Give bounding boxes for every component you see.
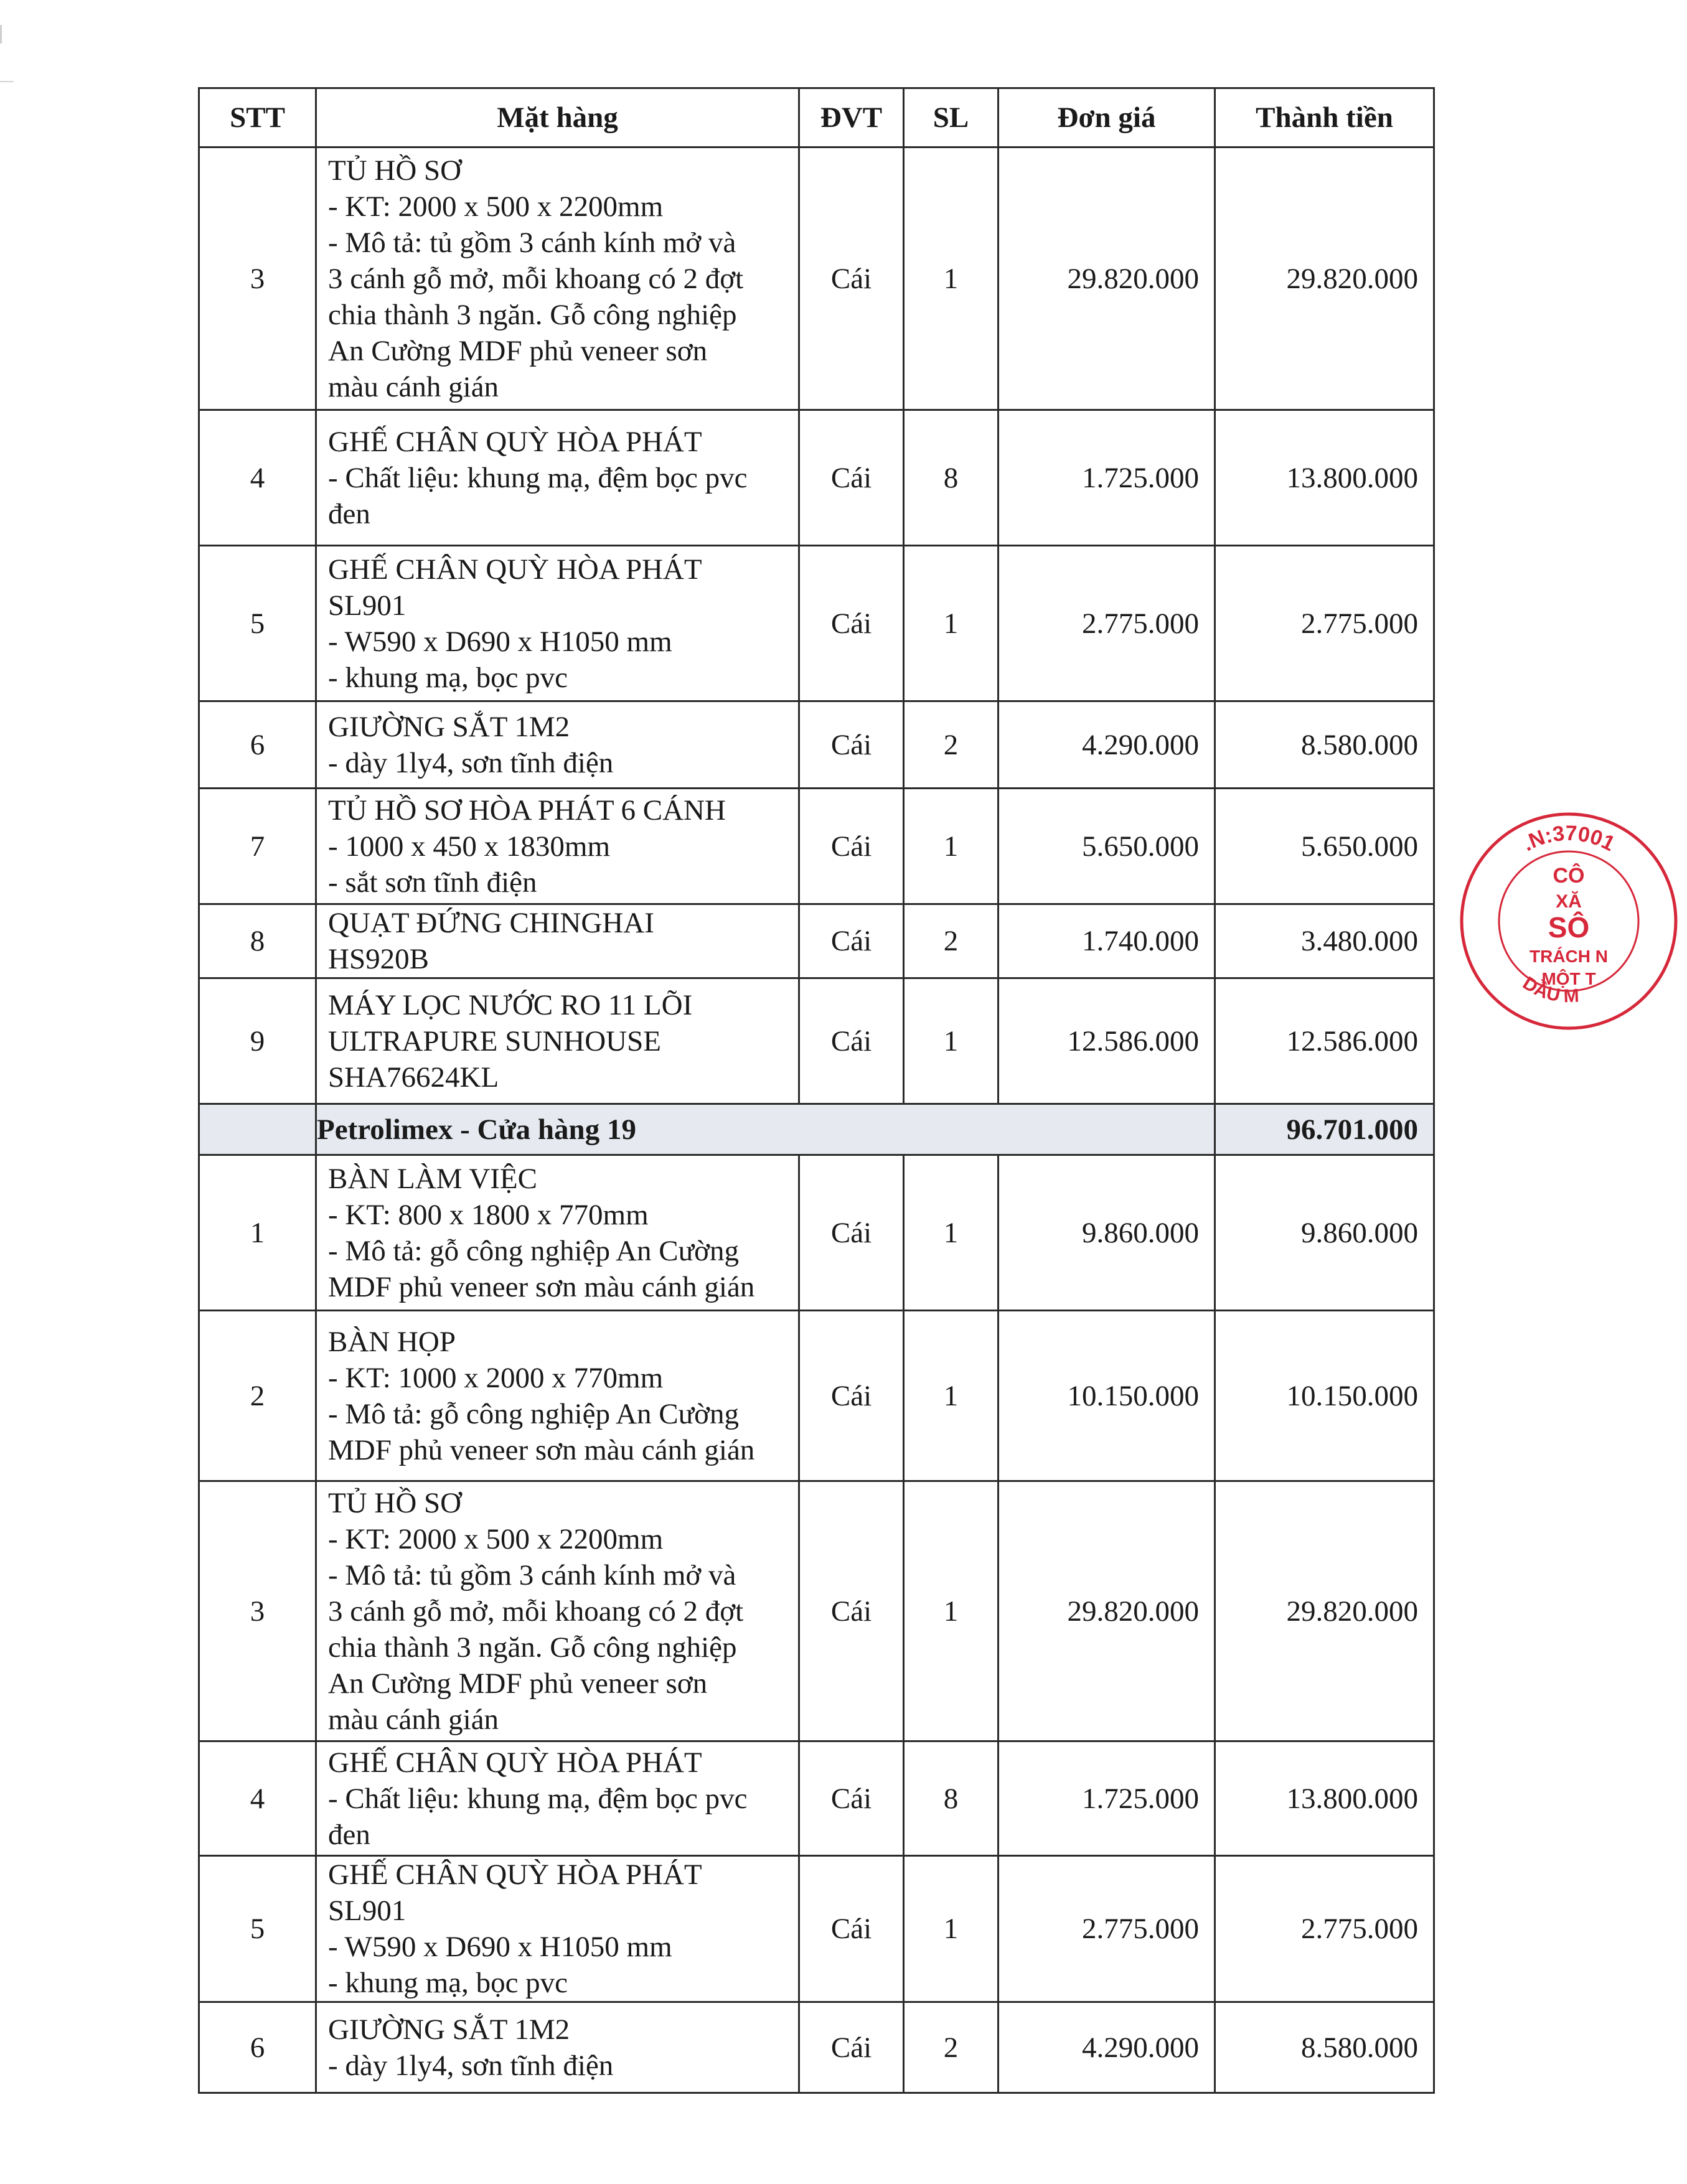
description-line: GHẾ CHÂN QUỲ HÒA PHÁT xyxy=(328,553,702,586)
row-total: 5.650.000 xyxy=(1215,789,1434,904)
stamp-line-5: MỘT T xyxy=(1541,969,1596,988)
description-line: 3 cánh gỗ mở, mỗi khoang có 2 đợt xyxy=(328,262,744,295)
row-unit-price: 9.860.000 xyxy=(999,1155,1215,1311)
table-row xyxy=(199,546,1434,701)
description-line: - KT: 800 x 1800 x 770mm xyxy=(328,1198,649,1231)
row-total: 2.775.000 xyxy=(1215,1856,1434,2002)
description-line: ULTRAPURE SUNHOUSE xyxy=(328,1024,661,1057)
scan-edge-mark xyxy=(0,25,11,44)
table-row xyxy=(199,978,1434,1104)
description-line: GHẾ CHÂN QUỲ HÒA PHÁT xyxy=(328,1858,702,1891)
description-line: SL901 xyxy=(328,589,406,622)
row-qty: 1 xyxy=(904,978,999,1104)
row-description xyxy=(316,1741,799,1856)
table-row xyxy=(199,410,1434,546)
row-unit-price: 12.586.000 xyxy=(999,978,1215,1104)
group-name: Petrolimex - Cửa hàng 19 xyxy=(316,1104,1215,1155)
row-unit: Cái xyxy=(799,1481,904,1741)
row-qty: 1 xyxy=(904,148,999,410)
table-row xyxy=(199,1856,1434,2002)
table-row xyxy=(199,148,1434,410)
table-row xyxy=(199,2002,1434,2093)
description-line: đen xyxy=(328,1818,370,1851)
description-line: GHẾ CHÂN QUỲ HÒA PHÁT xyxy=(328,425,702,458)
row-total: 13.800.000 xyxy=(1215,410,1434,546)
description-line: - dày 1ly4, sơn tĩnh điện xyxy=(328,746,614,779)
row-description xyxy=(316,978,799,1104)
group-subtotal-row xyxy=(199,1104,1434,1155)
row-unit: Cái xyxy=(799,1741,904,1856)
description-line: - Mô tả: tủ gồm 3 cánh kính mở và xyxy=(328,1558,736,1591)
row-qty: 1 xyxy=(904,1481,999,1741)
items-table xyxy=(198,87,1435,2094)
description-line: đen xyxy=(328,497,370,530)
row-stt: 4 xyxy=(199,410,316,546)
row-unit-price: 1.740.000 xyxy=(999,904,1215,978)
header-unit: ĐVT xyxy=(799,88,904,148)
description-line: - KT: 1000 x 2000 x 770mm xyxy=(328,1361,664,1394)
description-line: - W590 x D690 x H1050 mm xyxy=(328,1931,672,1963)
description-line: - KT: 2000 x 500 x 2200mm xyxy=(328,1522,664,1555)
row-qty: 1 xyxy=(904,1311,999,1481)
description-line: QUẠT ĐỨNG CHINGHAI xyxy=(328,907,654,939)
row-description xyxy=(316,789,799,904)
row-stt: 7 xyxy=(199,789,316,904)
description-line: - W590 x D690 x H1050 mm xyxy=(328,625,672,658)
header-stt: STT xyxy=(199,88,316,148)
description-line: TỦ HỒ SƠ xyxy=(328,1486,462,1519)
row-unit-price: 29.820.000 xyxy=(999,1481,1215,1741)
row-qty: 8 xyxy=(904,1741,999,1856)
description-line: MDF phủ veneer sơn màu cánh gián xyxy=(328,1270,755,1303)
row-unit: Cái xyxy=(799,1311,904,1481)
description-line: TỦ HỒ SƠ xyxy=(328,154,462,187)
table-row xyxy=(199,1155,1434,1311)
row-stt: 5 xyxy=(199,546,316,701)
row-unit: Cái xyxy=(799,978,904,1104)
description-line: - Chất liệu: khung mạ, đệm bọc pvc xyxy=(328,461,748,494)
description-line: SL901 xyxy=(328,1895,406,1927)
stamp-line-2: XĂ xyxy=(1556,891,1582,912)
description-line: An Cường MDF phủ veneer sơn xyxy=(328,1667,708,1700)
row-unit: Cái xyxy=(799,148,904,410)
row-unit-price: 4.290.000 xyxy=(999,701,1215,789)
row-unit-price: 1.725.000 xyxy=(999,410,1215,546)
row-unit-price: 4.290.000 xyxy=(999,2002,1215,2093)
description-line: - khung mạ, bọc pvc xyxy=(328,1967,568,1999)
scan-edge-dash xyxy=(0,81,14,82)
row-unit-price: 5.650.000 xyxy=(999,789,1215,904)
row-total: 29.820.000 xyxy=(1215,148,1434,410)
row-qty: 2 xyxy=(904,701,999,789)
row-stt: 6 xyxy=(199,701,316,789)
row-stt: 8 xyxy=(199,904,316,978)
row-description xyxy=(316,701,799,789)
description-line: chia thành 3 ngăn. Gỗ công nghiệp xyxy=(328,298,737,331)
stamp-line-3: SÔ xyxy=(1548,911,1590,944)
description-line: An Cường MDF phủ veneer sơn xyxy=(328,334,708,367)
table-row xyxy=(199,1311,1434,1481)
row-unit-price: 2.775.000 xyxy=(999,1856,1215,2002)
row-stt: 2 xyxy=(199,1311,316,1481)
row-total: 8.580.000 xyxy=(1215,2002,1434,2093)
description-line: BÀN LÀM VIỆC xyxy=(328,1162,537,1195)
header-qty: SL xyxy=(904,88,999,148)
row-description xyxy=(316,1155,799,1311)
row-description xyxy=(316,2002,799,2093)
row-unit: Cái xyxy=(799,789,904,904)
row-unit-price: 10.150.000 xyxy=(999,1311,1215,1481)
row-total: 10.150.000 xyxy=(1215,1311,1434,1481)
row-unit: Cái xyxy=(799,1155,904,1311)
table-body xyxy=(199,148,1434,2093)
group-total: 96.701.000 xyxy=(1215,1104,1434,1155)
row-total: 3.480.000 xyxy=(1215,904,1434,978)
stamp-line-1: CÔ xyxy=(1553,864,1585,888)
row-description xyxy=(316,546,799,701)
description-line: - Mô tả: gỗ công nghiệp An Cường xyxy=(328,1397,739,1430)
header-item: Mặt hàng xyxy=(316,88,799,148)
row-total: 12.586.000 xyxy=(1215,978,1434,1104)
table-row xyxy=(199,1741,1434,1856)
table-row xyxy=(199,904,1434,978)
description-line: GHẾ CHÂN QUỲ HÒA PHÁT xyxy=(328,1746,702,1779)
row-qty: 1 xyxy=(904,789,999,904)
row-qty: 1 xyxy=(904,1856,999,2002)
row-stt: 3 xyxy=(199,1481,316,1741)
description-line: GIƯỜNG SẮT 1M2 xyxy=(328,2013,570,2046)
row-stt: 6 xyxy=(199,2002,316,2093)
row-unit: Cái xyxy=(799,410,904,546)
row-unit: Cái xyxy=(799,2002,904,2093)
description-line: màu cánh gián xyxy=(328,370,499,403)
row-total: 13.800.000 xyxy=(1215,1741,1434,1856)
description-line: - Chất liệu: khung mạ, đệm bọc pvc xyxy=(328,1782,748,1815)
description-line: SHA76624KL xyxy=(328,1061,499,1094)
row-qty: 1 xyxy=(904,546,999,701)
row-stt: 5 xyxy=(199,1856,316,2002)
row-unit: Cái xyxy=(799,546,904,701)
row-stt: 1 xyxy=(199,1155,316,1311)
stamp-ring-text: .N:37001 xyxy=(1518,821,1619,856)
description-line: - dày 1ly4, sơn tĩnh điện xyxy=(328,2049,614,2082)
row-unit-price: 1.725.000 xyxy=(999,1741,1215,1856)
group-blank-cell xyxy=(199,1104,316,1155)
description-line: - KT: 2000 x 500 x 2200mm xyxy=(328,190,664,223)
description-line: màu cánh gián xyxy=(328,1703,499,1736)
description-line: GIƯỜNG SẮT 1M2 xyxy=(328,710,570,743)
row-total: 29.820.000 xyxy=(1215,1481,1434,1741)
row-qty: 8 xyxy=(904,410,999,546)
row-description xyxy=(316,1856,799,2002)
table-row xyxy=(199,1481,1434,1741)
row-unit-price: 29.820.000 xyxy=(999,148,1215,410)
description-line: BÀN HỌP xyxy=(328,1325,456,1358)
table-row xyxy=(199,789,1434,904)
row-stt: 9 xyxy=(199,978,316,1104)
description-line: - 1000 x 450 x 1830mm xyxy=(328,830,611,863)
description-line: - sắt sơn tĩnh điện xyxy=(328,866,537,899)
row-total: 2.775.000 xyxy=(1215,546,1434,701)
row-total: 8.580.000 xyxy=(1215,701,1434,789)
stamp-line-4: TRÁCH N xyxy=(1530,947,1608,966)
description-line: HS920B xyxy=(328,943,429,975)
company-seal-stamp xyxy=(1450,803,1687,1039)
description-line: MDF phủ veneer sơn màu cánh gián xyxy=(328,1433,755,1466)
row-unit: Cái xyxy=(799,1856,904,2002)
stamp-ring-text-bottom: DẦU M xyxy=(1519,972,1580,1007)
description-line: MÁY LỌC NƯỚC RO 11 LÕI xyxy=(328,988,693,1021)
header-unit-price: Đơn giá xyxy=(999,88,1215,148)
row-description xyxy=(316,1311,799,1481)
row-qty: 1 xyxy=(904,1155,999,1311)
row-unit: Cái xyxy=(799,701,904,789)
description-line: chia thành 3 ngăn. Gỗ công nghiệp xyxy=(328,1631,737,1664)
row-unit-price: 2.775.000 xyxy=(999,546,1215,701)
description-line: - Mô tả: gỗ công nghiệp An Cường xyxy=(328,1234,739,1267)
header-total: Thành tiền xyxy=(1215,88,1434,148)
row-stt: 3 xyxy=(199,148,316,410)
table-header-row xyxy=(199,88,1434,148)
table-row xyxy=(199,701,1434,789)
row-description xyxy=(316,904,799,978)
description-line: - khung mạ, bọc pvc xyxy=(328,661,568,694)
description-line: 3 cánh gỗ mở, mỗi khoang có 2 đợt xyxy=(328,1595,744,1628)
row-unit: Cái xyxy=(799,904,904,978)
row-qty: 2 xyxy=(904,2002,999,2093)
row-total: 9.860.000 xyxy=(1215,1155,1434,1311)
row-stt: 4 xyxy=(199,1741,316,1856)
row-description xyxy=(316,148,799,410)
row-description xyxy=(316,1481,799,1741)
row-description xyxy=(316,410,799,546)
description-line: - Mô tả: tủ gồm 3 cánh kính mở và xyxy=(328,226,736,259)
row-qty: 2 xyxy=(904,904,999,978)
description-line: TỦ HỒ SƠ HÒA PHÁT 6 CÁNH xyxy=(328,794,726,827)
